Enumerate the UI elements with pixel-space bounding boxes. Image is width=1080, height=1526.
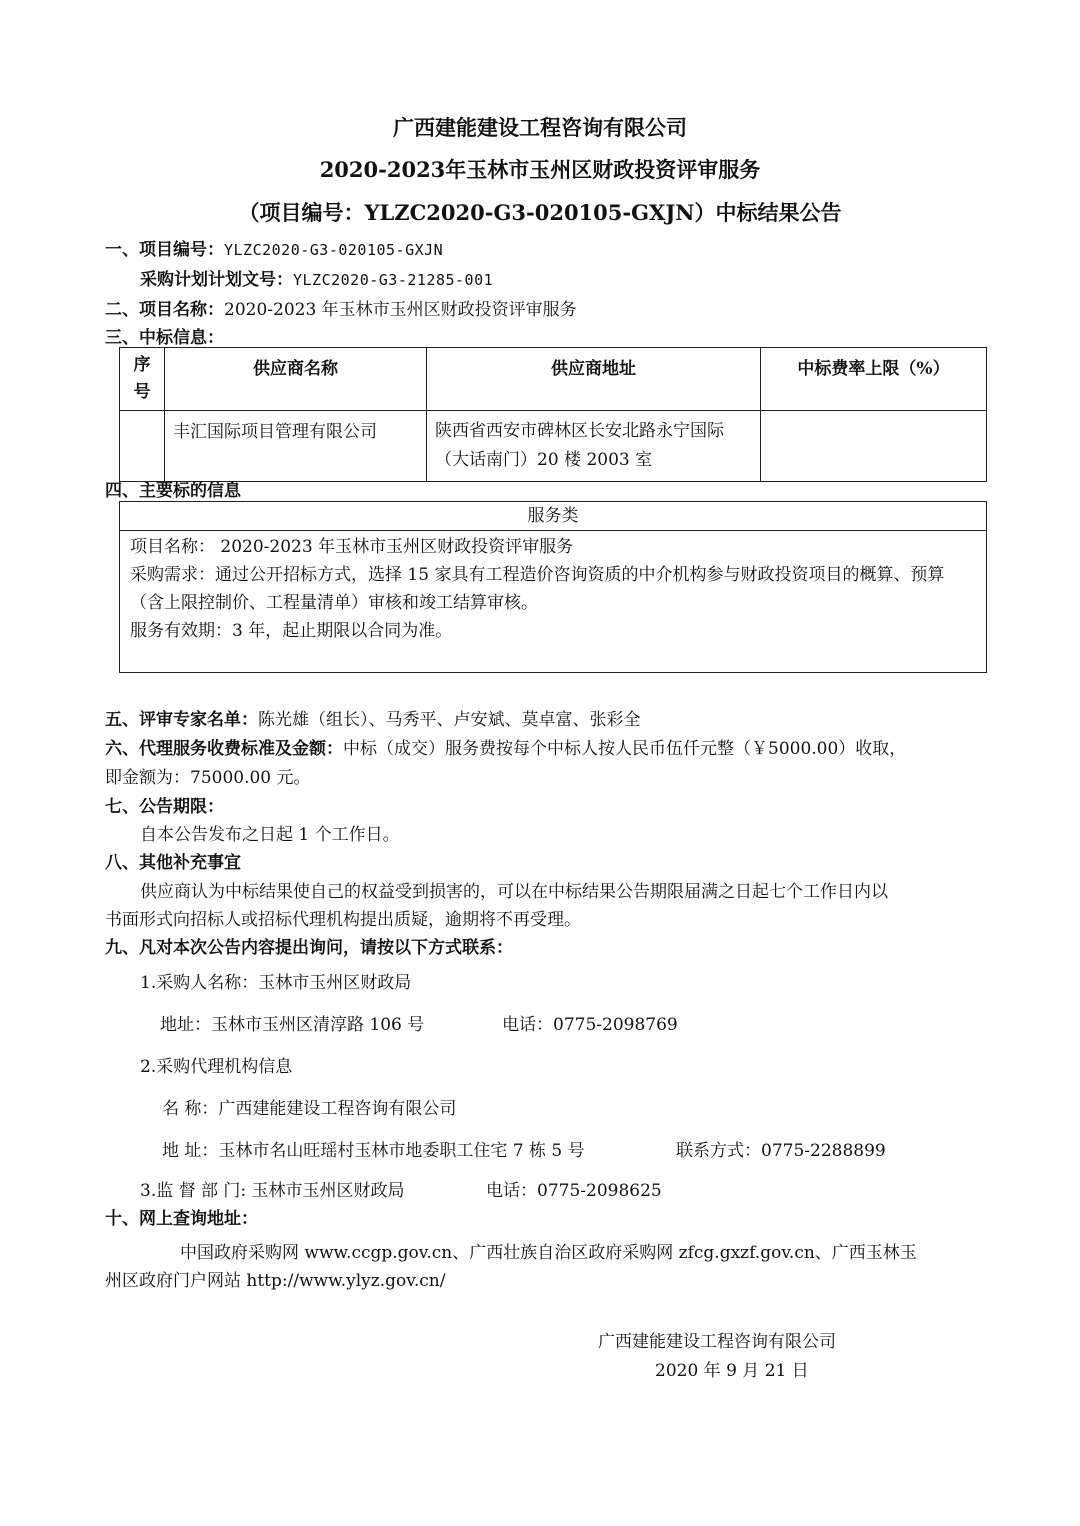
service-fee-text: 中标（成交）服务费按每个中标人按人民币伍仟元整（￥5000.00）收取， [343,739,907,759]
buyer-address: 地址：玉林市玉州区清淳路 106 号 [160,1015,425,1035]
service-fee-amount: 即金额为：75000.00 元。 [105,768,311,788]
experts-list: 陈光雄（组长）、马秀平、卢安斌、莫卓富、张彩全 [258,710,641,730]
section-7-label: 七、公告期限： [105,797,224,817]
section-8-label: 八、其他补充事宜 [105,853,241,873]
section-9-label: 九、凡对本次公告内容提出询问，请按以下方式联系： [105,938,513,958]
col-rate-header: 中标费率上限（%） [761,348,987,411]
section-5-label: 五、评审专家名单： [105,710,258,730]
subject-line: 采购需求：通过公开招标方式，选择 15 家具有工程造价咨询资质的中介机构参与财政投资项目的概算、预算（含上限控制价、工程量清单）审核和竣工结算审核。 [130,565,945,613]
agency-name: 名 称：广西建能建设工程咨询有限公司 [162,1099,457,1119]
subject-category: 服务类 [120,502,986,531]
section-1-label: 一、项目编号： [105,240,224,260]
footer-date: 2020 年 9 月 21 日 [655,1361,809,1381]
agency-address: 地 址：玉林市名山旺瑶村玉林市地委职工住宅 7 栋 5 号 [162,1141,585,1161]
supplement-line: 书面形式向招标人或招标代理机构提出质疑，逾期将不再受理。 [105,910,581,930]
notice-period: 自本公告发布之日起 1 个工作日。 [140,825,400,845]
row-seq [120,411,165,482]
project-name: 2020-2023 年玉林市玉州区财政投资评审服务 [224,300,577,320]
supervisor-phone: 电话：0775-2098625 [486,1181,662,1201]
award-table [119,347,987,482]
buyer-name: 1.采购人名称：玉林市玉州区财政局 [140,973,412,993]
supplement-line: 供应商认为中标结果使自己的权益受到损害的，可以在中标结果公告期限届满之日起七个工作日内以 [140,882,888,902]
col-seq-header: 序号 [120,348,165,411]
subject-info-box [119,501,987,673]
section-2-label: 二、项目名称： [105,300,224,320]
plan-number-row [140,265,493,290]
section-4-label: 四、主要标的信息 [105,481,241,501]
row-supplier-name: 丰汇国际项目管理有限公司 [165,411,427,482]
header-notice: （项目编号：YLZC2020-G3-020105-GXJN）中标结果公告 [238,200,842,225]
row-supplier-address: 陕西省西安市碑林区长安北路永宁国际（大话南门）20 楼 2003 室 [427,411,761,482]
col-name-header: 供应商名称 [165,348,427,411]
footer-company: 广西建能建设工程咨询有限公司 [598,1332,836,1352]
query-url-line: 州区政府门户网站 http://www.ylyz.gov.cn/ [105,1271,446,1291]
header-project: 2020-2023年玉林市玉州区财政投资评审服务 [319,157,761,182]
row-rate [761,411,987,482]
buyer-phone: 电话：0775-2098769 [502,1015,678,1035]
project-number: YLZC2020-G3-020105-GXJN [224,241,444,259]
section-1 [105,235,443,260]
section-5 [105,705,641,730]
section-6-label: 六、代理服务收费标准及金额： [105,739,343,759]
award-table-header [120,348,987,411]
section-2 [105,295,577,320]
section-3-label: 三、中标信息： [105,328,224,348]
plan-number: YLZC2020-G3-21285-001 [293,271,494,289]
table-row [120,411,987,482]
subject-line: 服务有效期：3 年，起止期限以合同为准。 [130,621,453,641]
plan-number-label: 采购计划计划文号： [140,270,293,290]
subject-line: 项目名称： 2020-2023 年玉林市玉州区财政投资评审服务 [130,537,574,557]
query-url-line: 中国政府采购网 www.ccgp.gov.cn、广西壮族自治区政府采购网 zfcg.gxzf.gov.cn、广西玉林玉 [180,1243,917,1263]
agency-contact: 联系方式：0775-2288899 [676,1141,886,1161]
section-10-label: 十、网上查询地址： [105,1209,258,1229]
col-address-header: 供应商地址 [427,348,761,411]
agency-title: 2.采购代理机构信息 [140,1057,293,1077]
section-6 [105,734,906,759]
subject-details [120,531,986,647]
supervisor: 3.监 督 部 门: 玉林市玉州区财政局 [140,1181,405,1201]
header-company: 广西建能建设工程咨询有限公司 [393,115,687,140]
